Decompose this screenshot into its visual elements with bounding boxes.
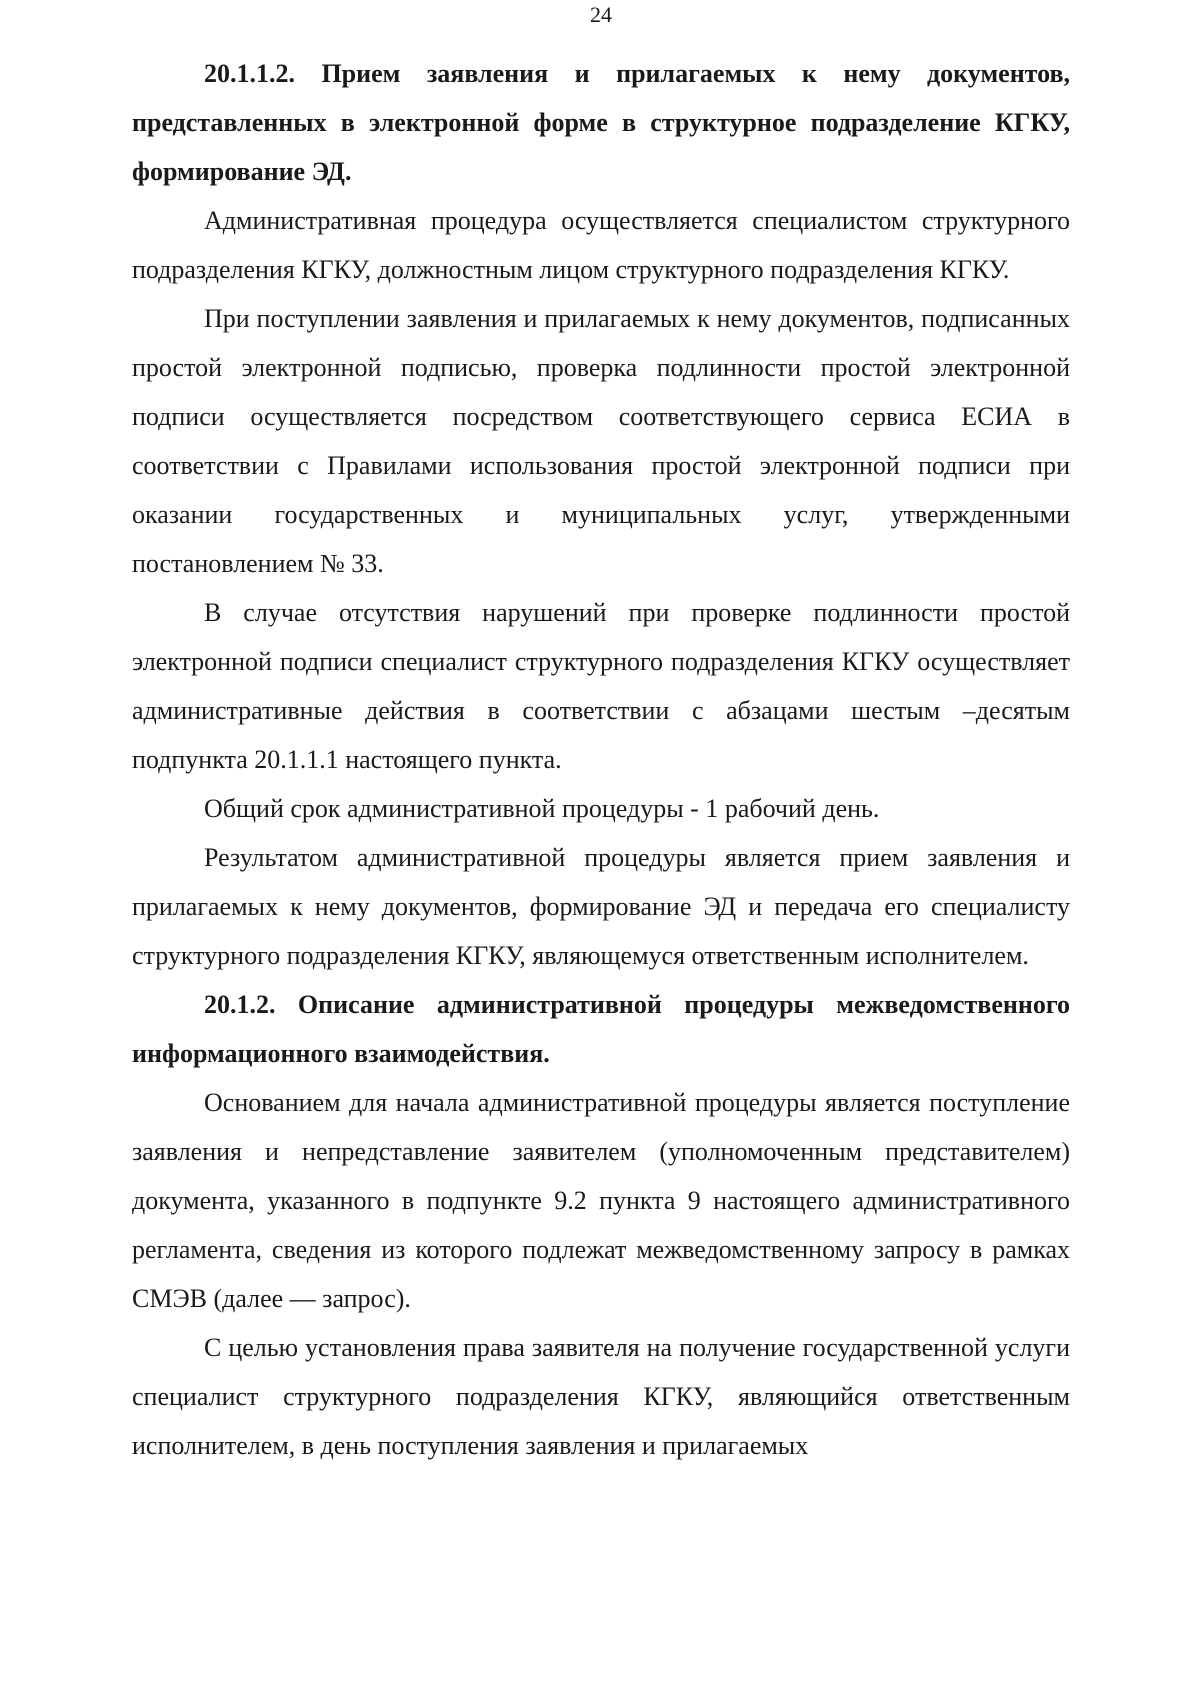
page-number: 24 (590, 2, 612, 27)
paragraph-total-term: Общий срок административной процедуры - 1 рабочий день. (204, 794, 880, 823)
section-heading-20-1-1-2: 20.1.1.2. Прием заявления и прилагаемых к нему документов, представленных в электронной форме в структурное подразделение КГКУ, формирование ЭД. (132, 59, 1070, 186)
paragraph-procedure-result: Результатом административной процедуры является прием заявления и прилагаемых к нему документов, формирование ЭД и передача его специалисту структурного подразделения КГКУ, являющемуся ответственным исполнителем. (132, 843, 1070, 970)
section-heading-20-1-2: 20.1.2. Описание административной процедуры межведомственного информационного взаимодействия. (132, 990, 1070, 1068)
paragraph-purpose: С целью установления права заявителя на получение государственной услуги специалист структурного подразделения КГКУ, являющийся ответственным исполнителем, в день поступления заявления и прилагаемых (132, 1333, 1070, 1460)
paragraph-procedure-performer: Административная процедура осуществляется специалистом структурного подразделения КГКУ, должностным лицом структурного подразделения КГКУ. (132, 206, 1070, 284)
paragraph-no-violations: В случае отсутствия нарушений при проверке подлинности простой электронной подписи специалист структурного подразделения КГКУ осуществляет административные действия в соответствии с абзацами шестым –десятым подпункта 20.1.1.1 настоящего пункта. (132, 598, 1070, 774)
paragraph-signature-verification: При поступлении заявления и прилагаемых к нему документов, подписанных простой электронной подписью, проверка подлинности простой электронной подписи осуществляется посредством соответствующего сервиса ЕСИА в соответствии с Правилами использования простой электронной подписи при оказании государственных и муниципальных услуг, утвержденными постановлением № 33. (132, 304, 1070, 578)
paragraph-procedure-basis: Основанием для начала административной процедуры является поступление заявления и непредставление заявителем (уполномоченным представителем) документа, указанного в подпункте 9.2 пункта 9 настоящего административного регламента, сведения из которого подлежат межведомственному запросу в рамках СМЭВ (далее — запрос). (132, 1088, 1070, 1313)
